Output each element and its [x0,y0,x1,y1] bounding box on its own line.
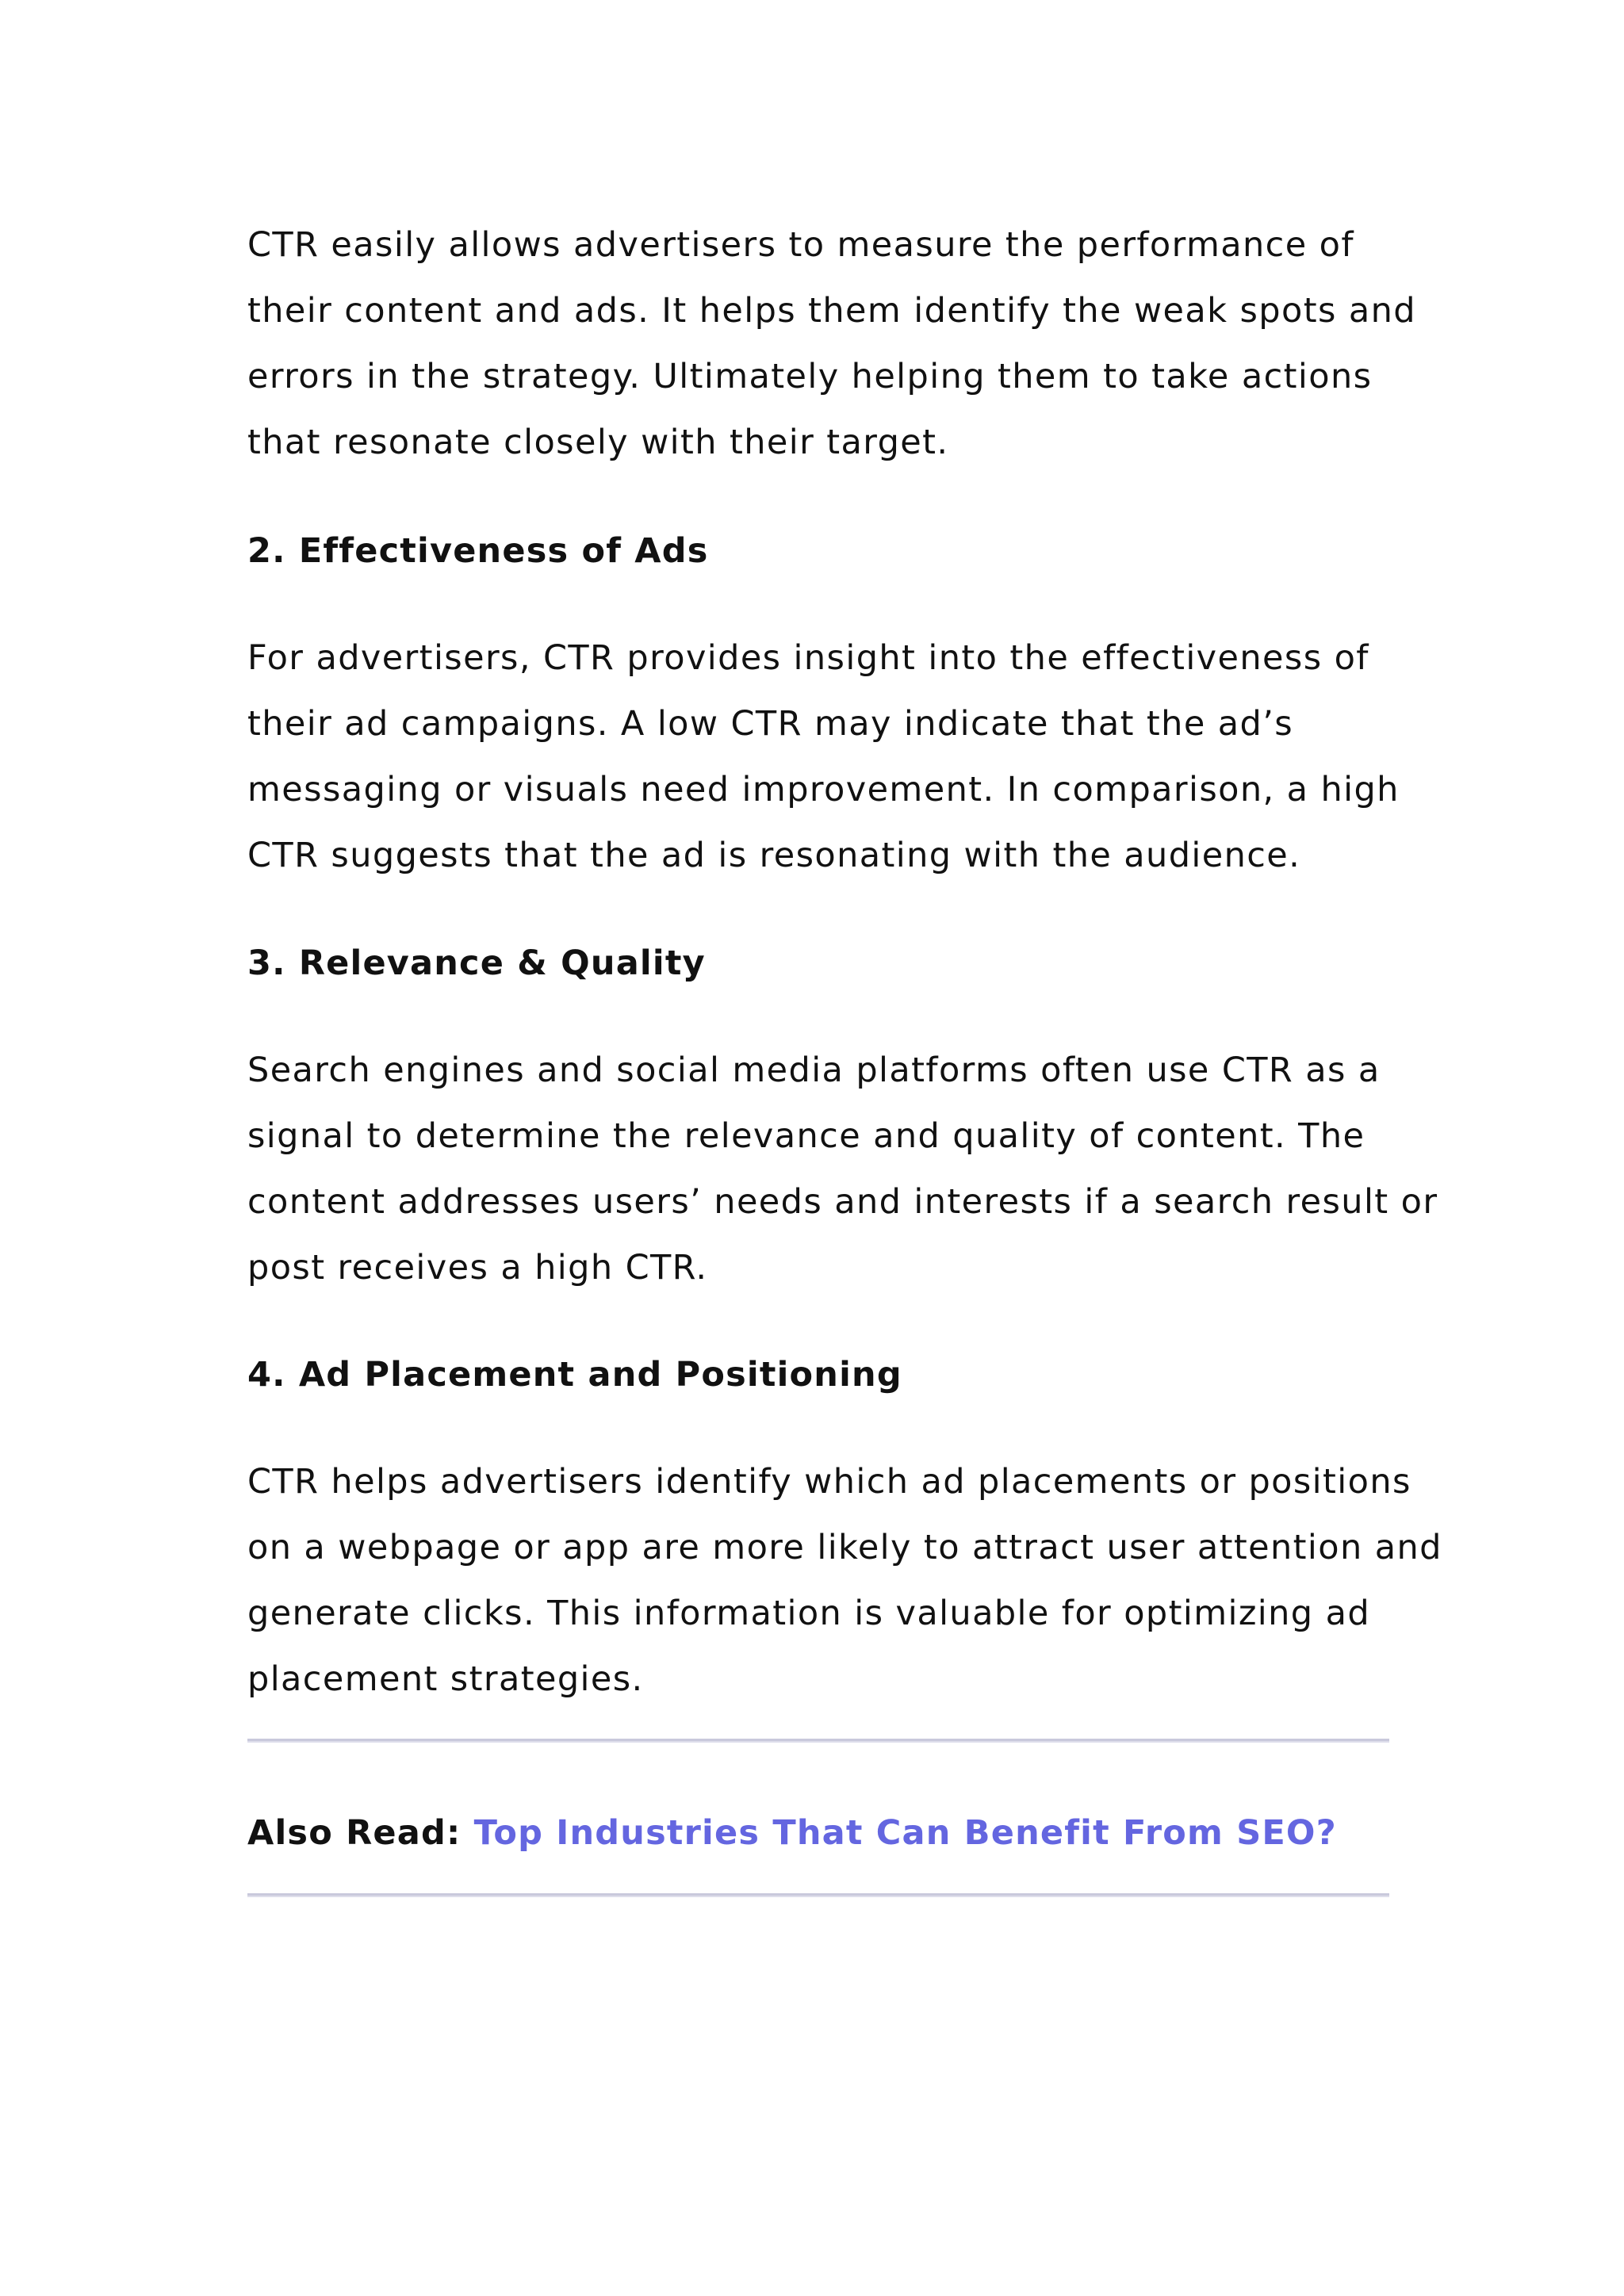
also-read [247,1809,1337,1857]
paragraph-line: errors in the strategy. Ultimately helping them to take actions [247,357,1373,396]
paragraph-line: generate clicks. This information is valuable for optimizing ad [247,1594,1371,1633]
divider-top [247,1739,1389,1743]
effectiveness-paragraph [247,626,1400,889]
paragraph-line: on a webpage or app are more likely to attract user attention and [247,1528,1442,1567]
relevance-paragraph [247,1038,1438,1301]
paragraph-line: Search engines and social media platforms often use CTR as a [247,1050,1381,1090]
section-heading-effectiveness: 2. Effectiveness of Ads [247,531,709,571]
paragraph-line: signal to determine the relevance and quality of content. The [247,1116,1365,1156]
paragraph-line: their content and ads. It helps them identify the weak spots and [247,291,1416,331]
paragraph-line: their ad campaigns. A low CTR may indicate that the ad’s [247,704,1294,744]
paragraph-line: For advertisers, CTR provides insight into the effectiveness of [247,638,1369,678]
paragraph-line: CTR helps advertisers identify which ad placements or positions [247,1462,1411,1502]
intro-paragraph [247,212,1416,476]
paragraph-line: CTR suggests that the ad is resonating with the audience. [247,836,1301,875]
paragraph-line: messaging or visuals need improvement. In comparison, a high [247,770,1400,809]
section-heading-placement: 4. Ad Placement and Positioning [247,1355,902,1395]
also-read-link[interactable]: Top Industries That Can Benefit From SEO? [473,1813,1337,1853]
paragraph-line: CTR easily allows advertisers to measure the performance of [247,225,1354,265]
paragraph-line: content addresses users’ needs and interests if a search result or [247,1182,1438,1222]
paragraph-line: post receives a high CTR. [247,1248,708,1288]
section-heading-relevance: 3. Relevance & Quality [247,943,706,983]
also-read-label: Also Read: [247,1813,462,1853]
divider-bottom [247,1893,1389,1897]
paragraph-line: placement strategies. [247,1659,644,1699]
placement-paragraph [247,1449,1442,1712]
paragraph-line: that resonate closely with their target. [247,423,949,462]
